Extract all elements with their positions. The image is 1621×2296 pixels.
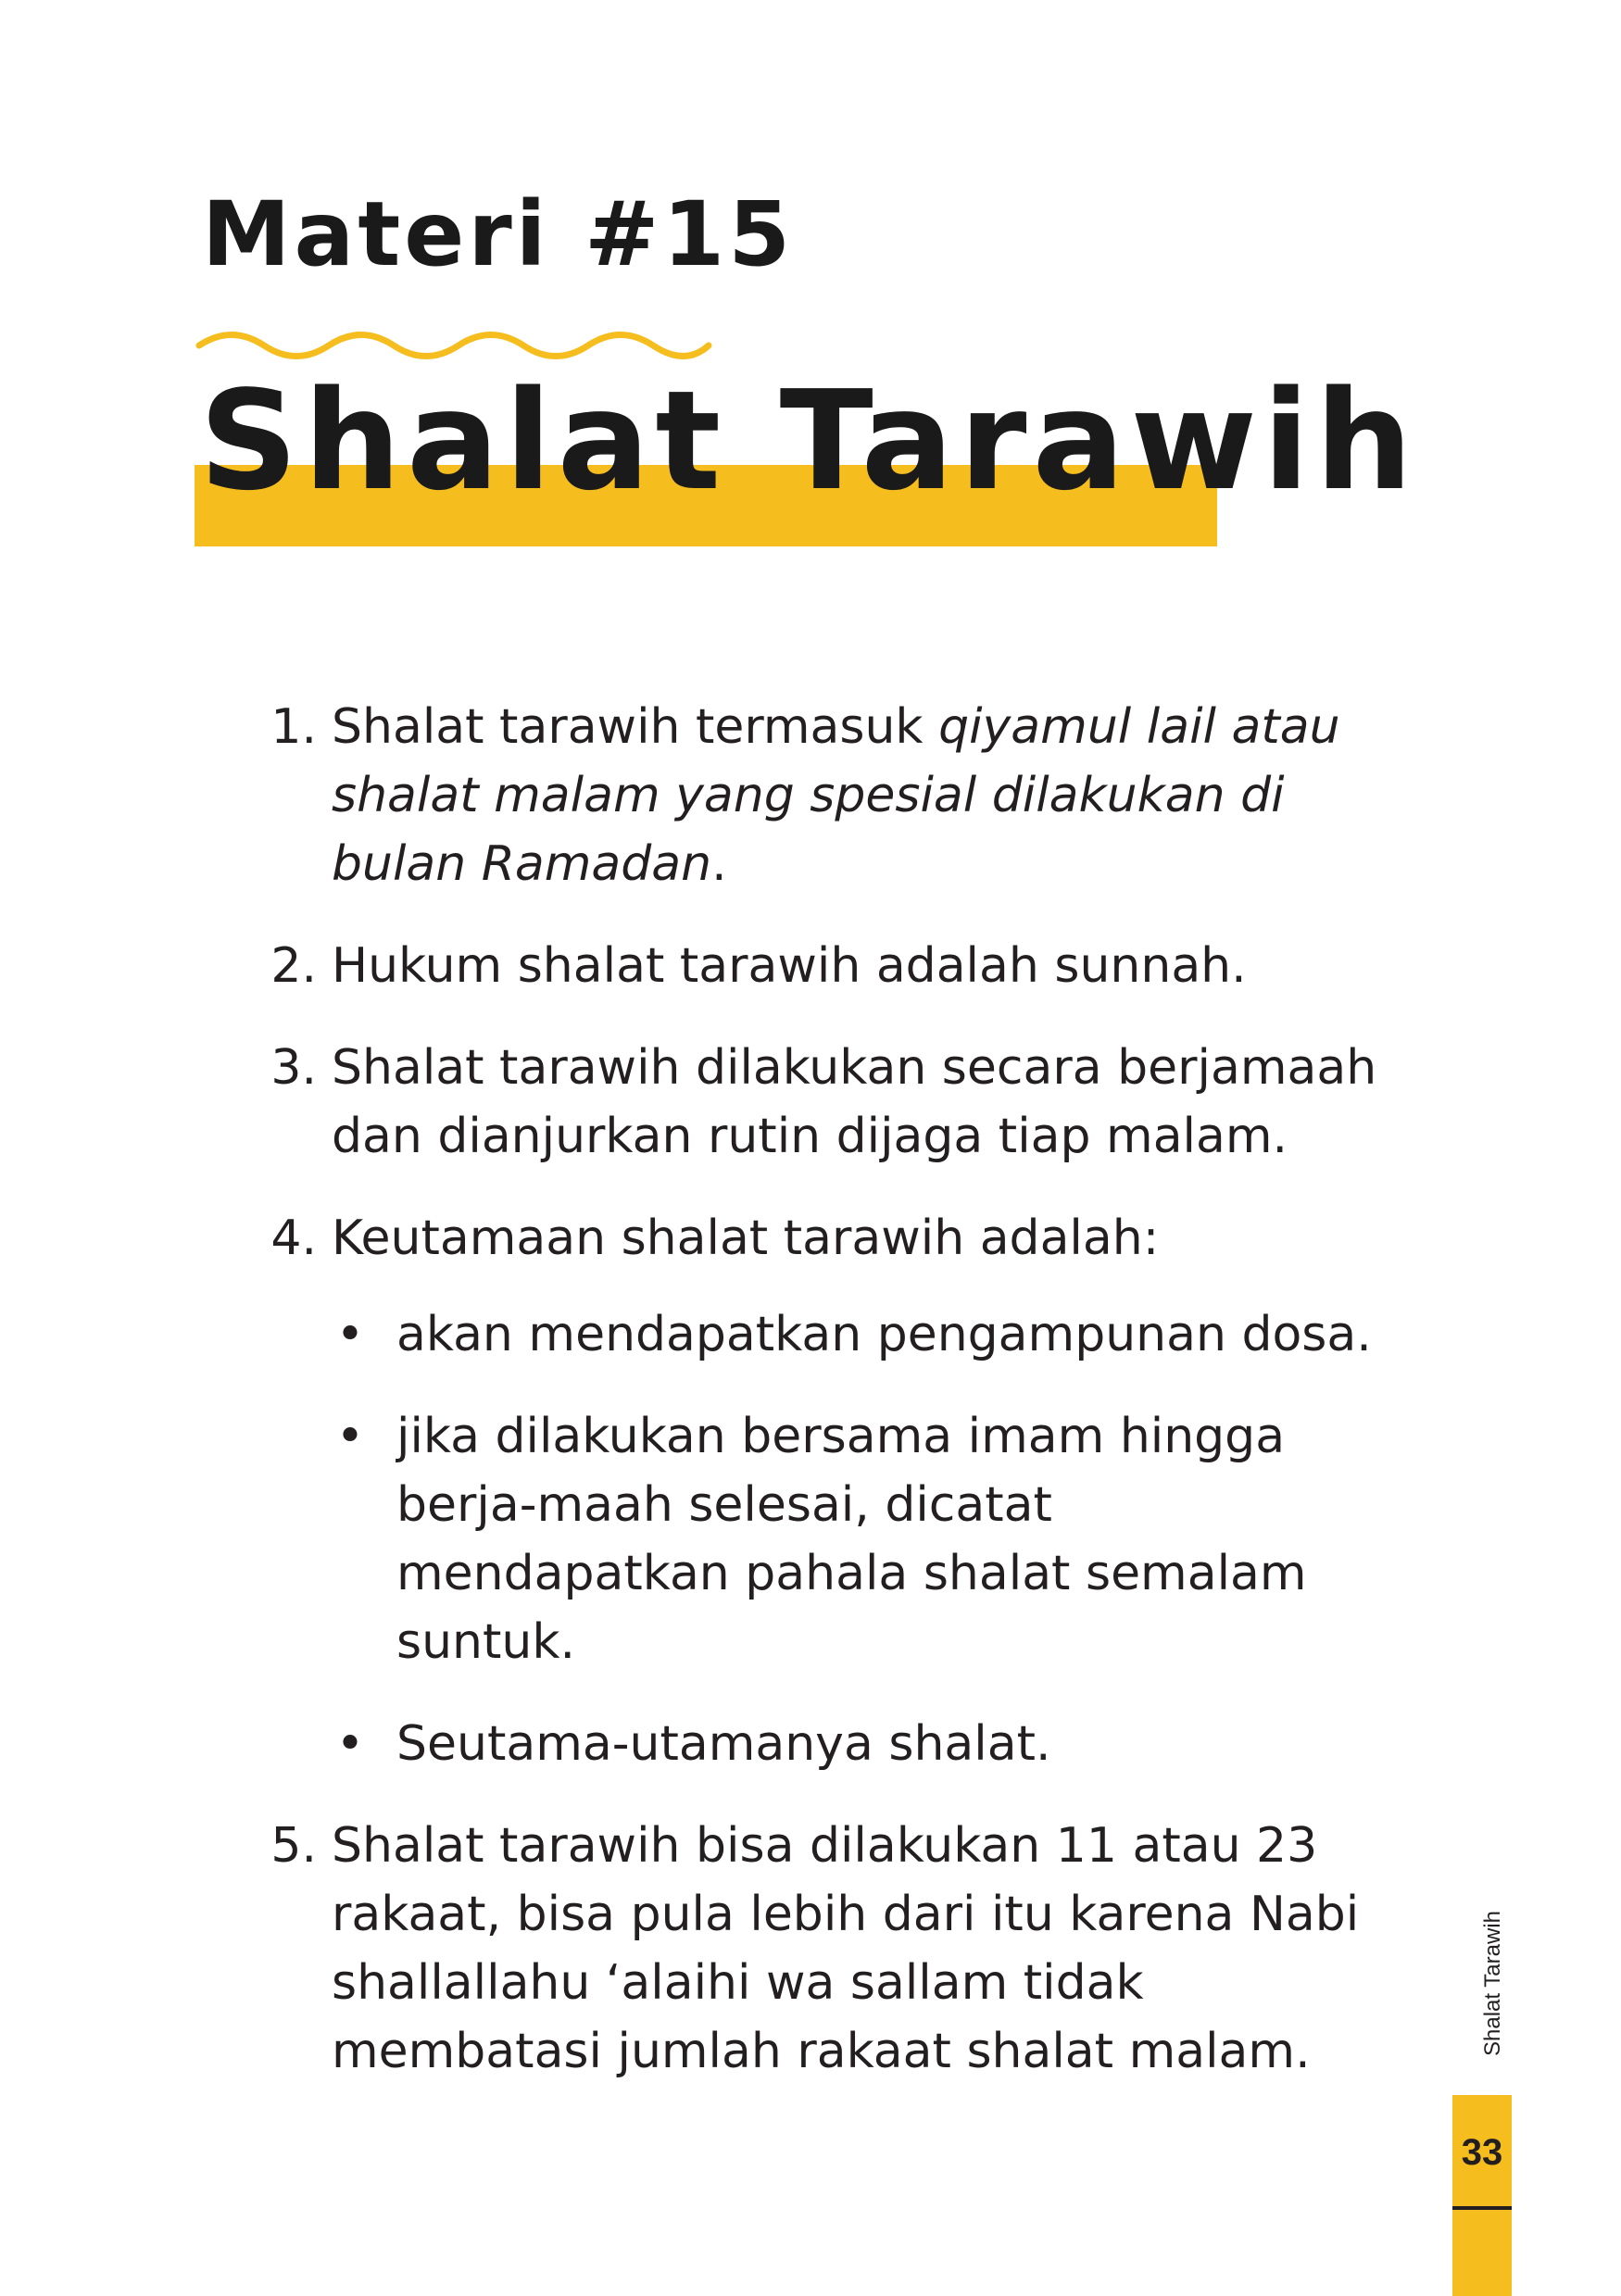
side-running-title: Shalat Tarawih (1480, 1911, 1505, 2056)
page-number-tab (1452, 2095, 1512, 2296)
item-number: 4. (270, 1211, 317, 1266)
bullet-item (332, 1710, 1399, 1778)
page-title: Shalat Tarawih (199, 361, 1419, 521)
bullet-dot: • (335, 1409, 365, 1464)
item-text-end: . (711, 836, 727, 892)
bullet-dot: • (335, 1307, 365, 1362)
item-number: 2. (270, 938, 317, 994)
bullet-item (332, 1402, 1399, 1676)
list-item (250, 1204, 1399, 1778)
page-number-rule (1452, 2206, 1512, 2210)
materi-label: Materi #15 (202, 182, 795, 286)
list-item (250, 1034, 1399, 1171)
list-item (250, 932, 1399, 1000)
list-item (250, 1812, 1399, 2086)
bullet-item (332, 1300, 1399, 1369)
page-number: 33 (1461, 2132, 1503, 2173)
item-text: Hukum shalat tarawih adalah sunnah. (332, 938, 1247, 994)
bullet-text: Seutama-utamanya shalat. (396, 1716, 1051, 1772)
bullet-dot: • (335, 1716, 365, 1772)
item-text: Keutamaan shalat tarawih adalah: (332, 1211, 1160, 1266)
bullet-text: jika dilakukan bersama imam hingga berja-maah selesai, dicatat mendapatkan pahala shalat semalam suntuk. (396, 1409, 1307, 1670)
bullet-text: akan mendapatkan pengampunan dosa. (396, 1307, 1372, 1362)
item-text-italic: qiyamul lail atau shalat malam yang spesial dilakukan di bulan Ramadan (332, 699, 1340, 892)
bullet-list (332, 1300, 1399, 1778)
item-text: Shalat tarawih bisa dilakukan 11 atau 23 rakaat, bisa pula lebih dari itu karena Nabi shallallahu ‘alaihi wa sallam tidak membatasi jumlah rakaat shalat malam. (332, 1818, 1360, 2079)
item-number: 1. (270, 699, 317, 755)
item-number: 5. (270, 1818, 317, 1874)
item-text-intro: Shalat tarawih termasuk (332, 699, 939, 755)
content-list (250, 693, 1399, 2119)
list-item (250, 693, 1399, 898)
item-text: Shalat tarawih dilakukan secara berjamaah dan dianjurkan rutin dijaga tiap malam. (332, 1040, 1377, 1164)
item-number: 3. (270, 1040, 317, 1096)
